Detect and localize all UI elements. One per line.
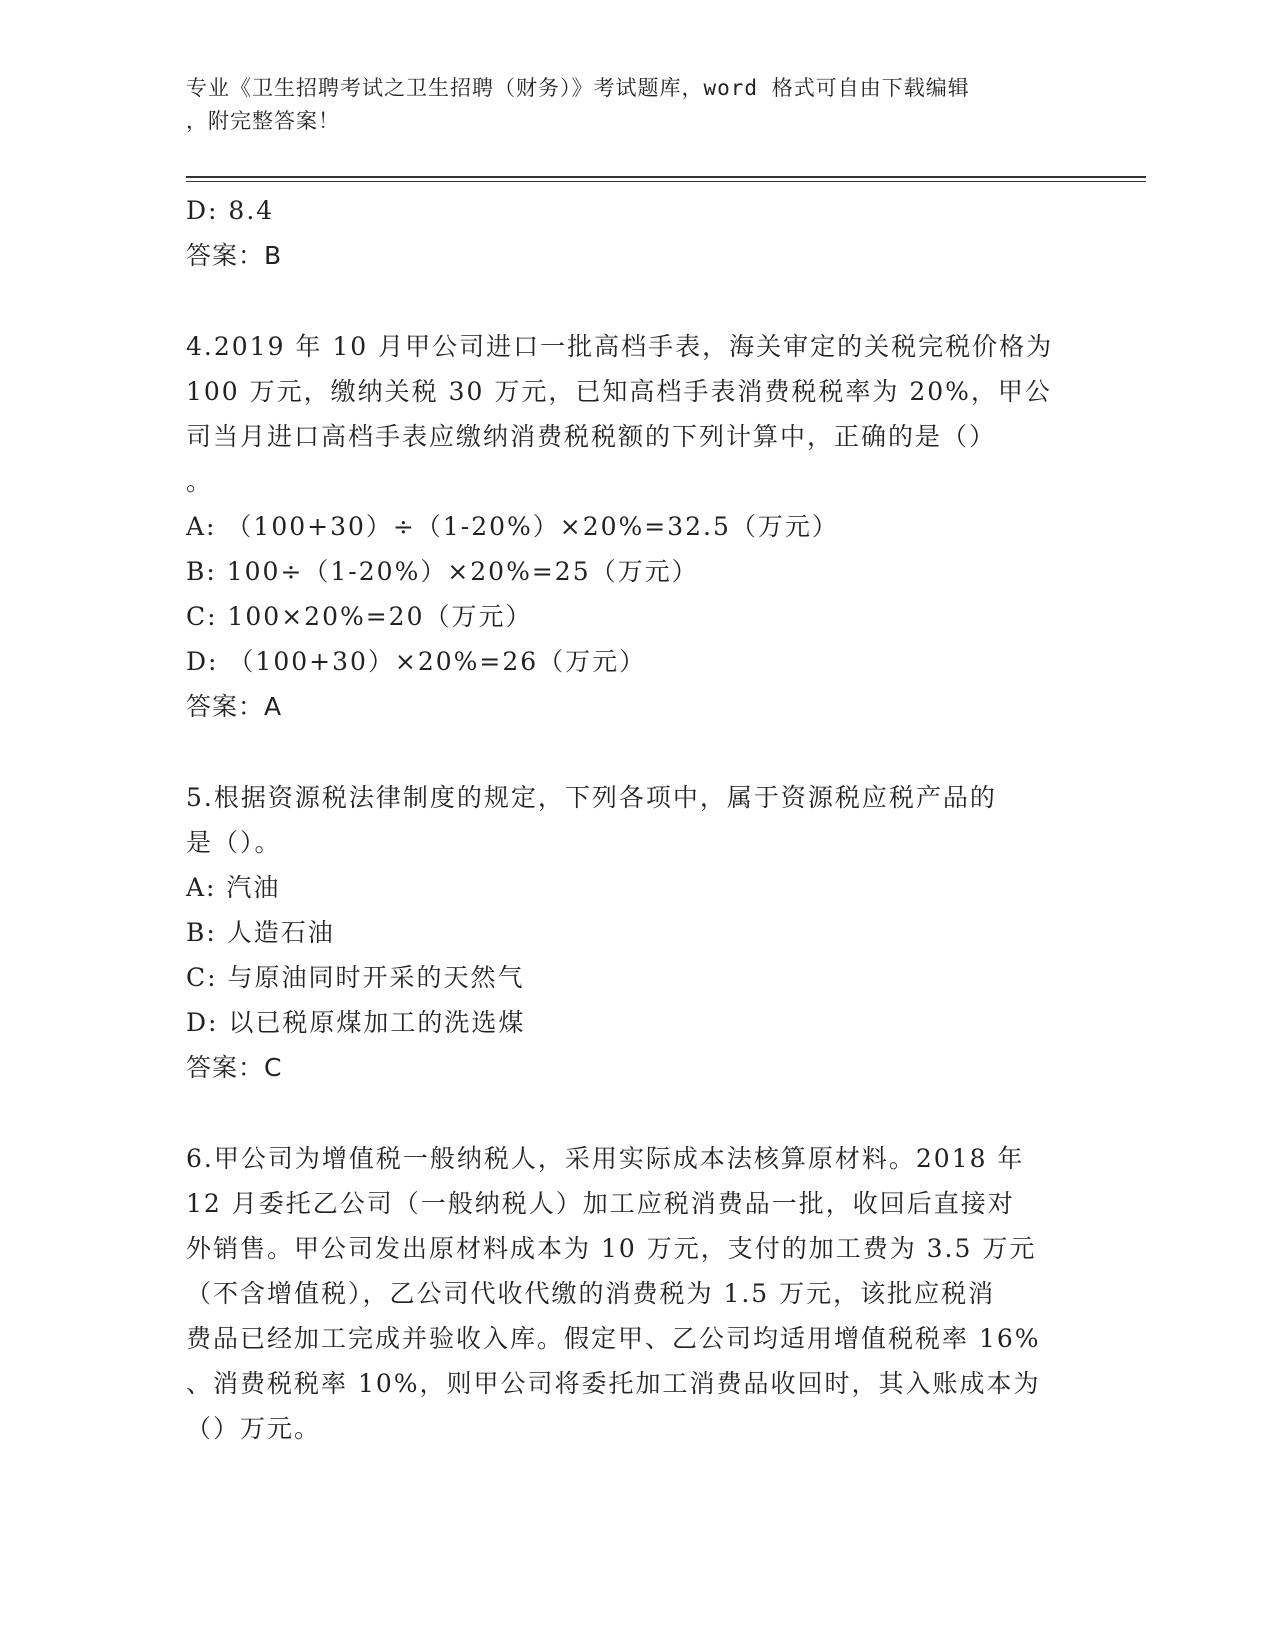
question-stem-line: 外销售。甲公司发出原材料成本为 10 万元，支付的加工费为 3.5 万元 xyxy=(186,1234,1037,1263)
header-line-1: 专业《卫生招聘考试之卫生招聘（财务）》考试题库，word 格式可自由下载编辑 xyxy=(186,76,970,100)
document-header xyxy=(186,72,1066,138)
option-c: C: 100×20%=20（万元） xyxy=(186,602,533,631)
option-a: A: （100+30）÷（1-20%）×20%=32.5（万元） xyxy=(186,512,839,541)
question-stem-line: 。 xyxy=(186,467,214,496)
spacer xyxy=(186,1090,1091,1136)
question-stem-line: 12 月委托乙公司（一般纳税人）加工应税消费品一批，收回后直接对 xyxy=(186,1189,1015,1218)
question-stem-line: （不含增值税），乙公司代收代缴的消费税为 1.5 万元，该批应税消 xyxy=(186,1279,996,1308)
header-divider-thin xyxy=(186,181,1146,182)
question-stem-line: 100 万元，缴纳关税 30 万元，已知高档手表消费税税率为 20%，甲公 xyxy=(186,377,1052,406)
option-a: A: 汽油 xyxy=(186,873,281,902)
spacer xyxy=(186,729,1091,775)
document-body xyxy=(186,188,1091,1451)
question-stem-line: 6.甲公司为增值税一般纳税人，采用实际成本法核算原材料。2018 年 xyxy=(186,1144,1025,1173)
question-5 xyxy=(186,775,1091,1090)
option-d: D: （100+30）×20%=26（万元） xyxy=(186,647,647,676)
question-6 xyxy=(186,1136,1091,1451)
header-divider-thick xyxy=(186,176,1146,178)
spacer xyxy=(186,278,1091,324)
question-stem-line: 是（）。 xyxy=(186,828,282,857)
answer-line: 答案：B xyxy=(186,241,283,270)
option-b: B: 人造石油 xyxy=(186,918,335,947)
question-stem-line: 5.根据资源税法律制度的规定，下列各项中，属于资源税应税产品的 xyxy=(186,783,997,812)
option-c: C: 与原油同时开采的天然气 xyxy=(186,963,525,992)
option-b: B: 100÷（1-20%）×20%=25（万元） xyxy=(186,557,699,586)
question-stem-line: 司当月进口高档手表应缴纳消费税税额的下列计算中，正确的是（） xyxy=(186,422,997,451)
previous-question-tail xyxy=(186,188,1091,278)
answer-line: 答案：C xyxy=(186,1053,283,1082)
question-stem-line: （）万元。 xyxy=(186,1414,322,1443)
answer-line: 答案：A xyxy=(186,692,283,721)
question-stem-line: 4.2019 年 10 月甲公司进口一批高档手表，海关审定的关税完税价格为 xyxy=(186,332,1054,361)
header-line-2: ，附完整答案！ xyxy=(186,109,340,133)
question-stem-line: 费品已经加工完成并验收入库。假定甲、乙公司均适用增值税税率 16% xyxy=(186,1324,1041,1353)
question-4 xyxy=(186,324,1091,729)
question-stem-line: 、消费税税率 10%，则甲公司将委托加工消费品收回时，其入账成本为 xyxy=(186,1369,1041,1398)
option-d: D: 8.4 xyxy=(186,196,275,225)
option-d: D: 以已税原煤加工的洗选煤 xyxy=(186,1008,526,1037)
